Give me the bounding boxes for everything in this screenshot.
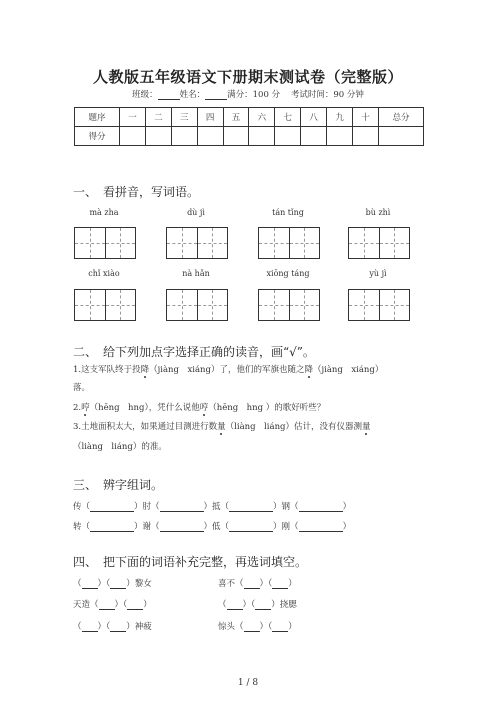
class-blank <box>158 90 180 100</box>
section3-heading: 三、 辨字组词。 <box>73 478 164 492</box>
writing-box[interactable] <box>348 227 410 259</box>
pinyin-label: mà zha <box>89 208 119 217</box>
score-cell <box>301 127 327 146</box>
question-3: 3.土地面积太大，如果通过目测进行数量（liàng liáng）估计，没有仪器测量 <box>73 422 371 432</box>
section4-heading: 四、 把下面的词语补充完整，再选词填空。 <box>73 555 308 569</box>
header-cell: 总分 <box>379 108 424 127</box>
writing-box[interactable] <box>166 289 228 321</box>
idiom-item: 喜不（ ）（ ） <box>218 579 297 589</box>
pinyin-label: xiōng táng <box>266 269 310 278</box>
name-label: 姓名： <box>179 90 206 100</box>
answer-blank[interactable] <box>244 579 260 589</box>
answer-blank[interactable] <box>229 522 273 532</box>
score-cell <box>145 127 171 146</box>
question-2: 2.哼（hēng hng），凭什么说他哼（hēng hng ）的歌好听些？ <box>73 403 326 413</box>
idiom-item: （ ）（ ）挠腮 <box>218 600 297 610</box>
idiom-item: 天造（ ）（ ） <box>73 600 152 610</box>
answer-blank[interactable] <box>229 502 273 512</box>
dotted-char: 哼 <box>81 403 90 413</box>
score-cell <box>353 127 379 146</box>
score-cell <box>171 127 197 146</box>
dotted-char: 量 <box>217 422 226 432</box>
header-cell: 六 <box>249 108 275 127</box>
section2-heading: 二、 给下列加点字选择正确的读音，画“√”。 <box>73 345 315 359</box>
pinyin-label: dù jì <box>187 208 205 217</box>
page-title: 人教版五年级语文下册期末测试卷（完整版） <box>92 68 403 86</box>
word-group-row: 转（ ）谢（ ）低（ ）刚（ ） <box>73 522 352 532</box>
header-cell: 二 <box>145 108 171 127</box>
score-cell <box>379 127 424 146</box>
dotted-char: 哼 <box>199 403 209 413</box>
writing-box[interactable] <box>166 227 228 259</box>
header-cell: 十 <box>353 108 379 127</box>
answer-blank[interactable] <box>160 522 204 532</box>
score-cell <box>223 127 249 146</box>
question-3-cont: （liàng liáng）的准。 <box>73 442 167 452</box>
header-cell: 题序 <box>75 108 120 127</box>
score-table <box>74 107 424 146</box>
dotted-char: 降 <box>140 365 150 375</box>
writing-box[interactable] <box>258 289 320 321</box>
answer-blank[interactable] <box>82 622 98 632</box>
header-cell: 四 <box>197 108 223 127</box>
score-cell <box>275 127 301 146</box>
score-table-header <box>75 108 424 127</box>
score-cell <box>197 127 223 146</box>
answer-blank[interactable] <box>90 502 134 512</box>
writing-box[interactable] <box>348 289 410 321</box>
score-row <box>75 127 424 146</box>
answer-blank[interactable] <box>272 622 288 632</box>
score-cell <box>327 127 353 146</box>
answer-blank[interactable] <box>110 622 126 632</box>
header-cell: 八 <box>301 108 327 127</box>
section1-heading: 一、 看拼音，写词语。 <box>73 185 200 199</box>
header-cell: 五 <box>223 108 249 127</box>
full-score: 满分：100 分 <box>227 90 281 100</box>
answer-blank[interactable] <box>90 522 134 532</box>
header-cell: 三 <box>171 108 197 127</box>
score-cell <box>249 127 275 146</box>
pinyin-label: chǐ xiào <box>88 269 120 278</box>
pinyin-label: yù jì <box>369 269 387 278</box>
answer-blank[interactable] <box>255 600 271 610</box>
answer-blank[interactable] <box>299 502 343 512</box>
score-cell <box>120 127 146 146</box>
question-1: 1.这支军队终于投降（jiàng xiáng）了，他们的军旗也随之降（jiàng xiáng） <box>73 365 384 375</box>
idiom-item: 惊头（ ）（ ） <box>218 622 297 632</box>
answer-blank[interactable] <box>99 600 115 610</box>
answer-blank[interactable] <box>110 579 126 589</box>
exam-time: 考试时间：90 分钟 <box>290 90 364 100</box>
answer-blank[interactable] <box>299 522 343 532</box>
answer-blank[interactable] <box>127 600 143 610</box>
name-blank <box>205 90 227 100</box>
page-number: 1 / 8 <box>237 678 259 688</box>
pinyin-label: nà hǎn <box>182 269 210 278</box>
question-1-cont: 落。 <box>73 383 91 393</box>
header-cell: 一 <box>120 108 146 127</box>
answer-blank[interactable] <box>244 622 260 632</box>
header-cell: 九 <box>327 108 353 127</box>
class-label: 班级： <box>132 90 158 100</box>
answer-blank[interactable] <box>227 600 243 610</box>
score-row-label: 得分 <box>75 127 120 146</box>
answer-blank[interactable] <box>272 579 288 589</box>
answer-blank[interactable] <box>82 579 98 589</box>
idiom-item: （ ）（ ）神疲 <box>73 622 152 632</box>
writing-box[interactable] <box>258 227 320 259</box>
word-group-row: 传（ ）肘（ ）抵（ ）钢（ ） <box>73 502 352 512</box>
pinyin-label: tán tǐng <box>272 208 304 217</box>
writing-box[interactable] <box>74 227 136 259</box>
dotted-char: 降 <box>304 365 313 375</box>
answer-blank[interactable] <box>160 502 204 512</box>
exam-info <box>0 88 496 100</box>
pinyin-label: bù zhì <box>365 208 391 217</box>
dotted-char: 量 <box>361 422 371 432</box>
writing-box[interactable] <box>74 289 136 321</box>
idiom-item: （ ）（ ）黎女 <box>73 579 152 589</box>
header-cell: 七 <box>275 108 301 127</box>
